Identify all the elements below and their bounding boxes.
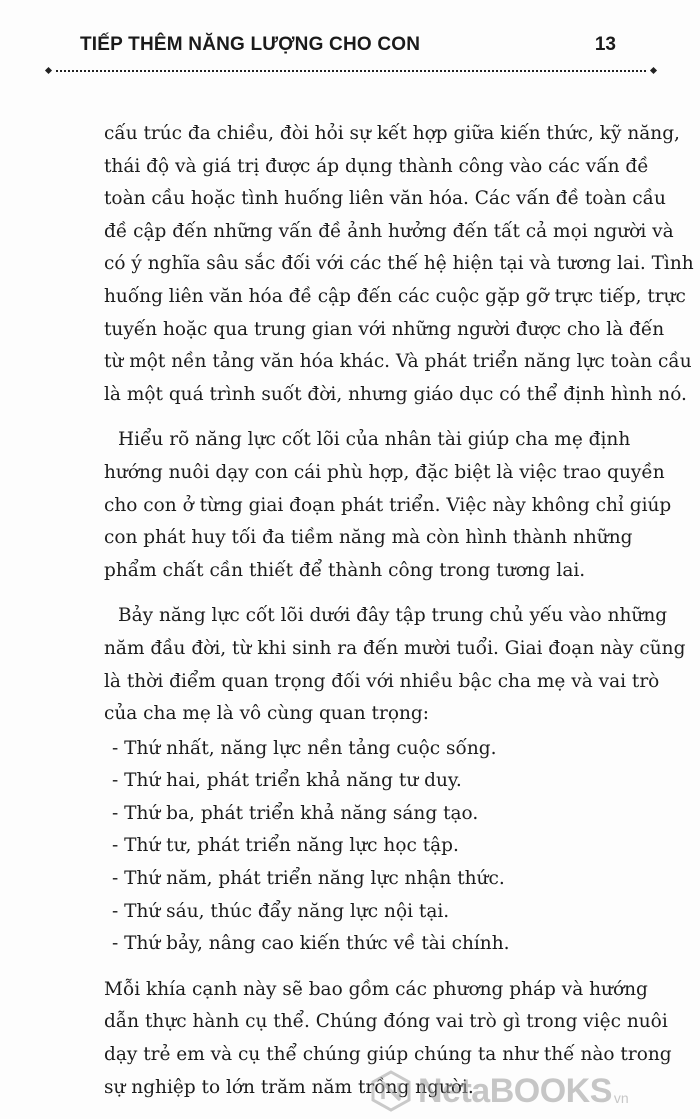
list-item: - Thứ tư, phát triển năng lực học tập. [112,835,459,857]
text-line: tuyến hoặc qua trung gian với những người được cho là đến [104,318,665,340]
page-number: 13 [594,34,616,55]
list-item: - Thứ nhất, năng lực nền tảng cuộc sống. [112,737,497,759]
watermark-suffix: vn [613,1090,629,1106]
text-line: cấu trúc đa chiều, đòi hỏi sự kết hợp giữa kiến thức, kỹ năng, [104,123,680,144]
list-item: - Thứ hai, phát triển khả năng tư duy. [112,770,462,792]
text-line: cho con ở từng giai đoạn phát triển. Việc này không chỉ giúp [104,494,672,516]
body-text [104,118,694,1104]
text-line: là một quá trình suốt đời, nhưng giáo dục có thể định hình nó. [104,383,687,405]
text-line: hướng nuôi dạy con cái phù hợp, đặc biệt là việc trao quyền [104,461,665,483]
text-line: con phát huy tối đa tiềm năng mà còn hình thành những [104,527,633,549]
text-line: năm đầu đời, từ khi sinh ra đến mười tuổi. Giai đoạn này cũng [104,637,686,659]
divider-dotted-line [56,70,646,72]
text-line: Hiểu rõ năng lực cốt lõi của nhân tài giúp cha mẹ định [118,429,631,451]
list-item: - Thứ năm, phát triển năng lực nhận thức. [112,868,505,890]
list-item: - Thứ sáu, thúc đẩy năng lực nội tại. [112,900,450,922]
watermark-text: NetaBOOKS [418,1071,612,1110]
paragraph-3 [104,600,686,730]
divider-end-right [650,67,657,74]
text-line: của cha mẹ là vô cùng quan trọng: [104,703,429,725]
core-competency-list [104,733,624,961]
netabooks-watermark [370,1070,629,1112]
paragraph-2 [104,424,672,587]
text-line: phẩm chất cần thiết để thành công trong tương lai. [104,559,586,581]
divider-end-left [45,67,52,74]
list-item: - Thứ bảy, nâng cao kiến thức về tài chính. [112,933,510,955]
text-line: là thời điểm quan trọng đối với nhiều bậc cha mẹ và vai trò [104,670,660,692]
list-item: - Thứ ba, phát triển khả năng sáng tạo. [112,802,479,824]
text-line: có ý nghĩa sâu sắc đối với các thế hệ hiện tại và tương lai. Tình [104,253,694,275]
text-line: thái độ và giá trị được áp dụng thành công vào các vấn đề [104,155,649,177]
text-line: dẫn thực hành cụ thể. Chúng đóng vai trò gì trong việc nuôi [104,1011,668,1033]
running-title: TIẾP THÊM NĂNG LƯỢNG CHO CON [80,34,421,55]
text-line: dạy trẻ em và cụ thể chúng giúp chúng ta như thế nào trong [104,1044,672,1066]
header-divider [44,67,658,75]
paragraph-1 [104,118,694,411]
text-line: đề cập đến những vấn đề ảnh hưởng đến tất cả mọi người và [104,220,674,242]
text-line: Mỗi khía cạnh này sẽ bao gồm các phương pháp và hướng [104,978,648,1000]
text-line: huống liên văn hóa đề cập đến các cuộc gặp gỡ trực tiếp, trực [104,285,686,307]
text-line: toàn cầu hoặc tình huống liên văn hóa. Các vấn đề toàn cầu [104,188,666,210]
text-line: Bảy năng lực cốt lõi dưới đây tập trung chủ yếu vào những [118,605,668,627]
netabooks-logo-icon [370,1070,412,1112]
text-line: sự nghiệp to lớn trăm năm trồng người. [104,1076,474,1098]
text-line: từ một nền tảng văn hóa khác. Và phát triển năng lực toàn cầu [104,351,692,373]
